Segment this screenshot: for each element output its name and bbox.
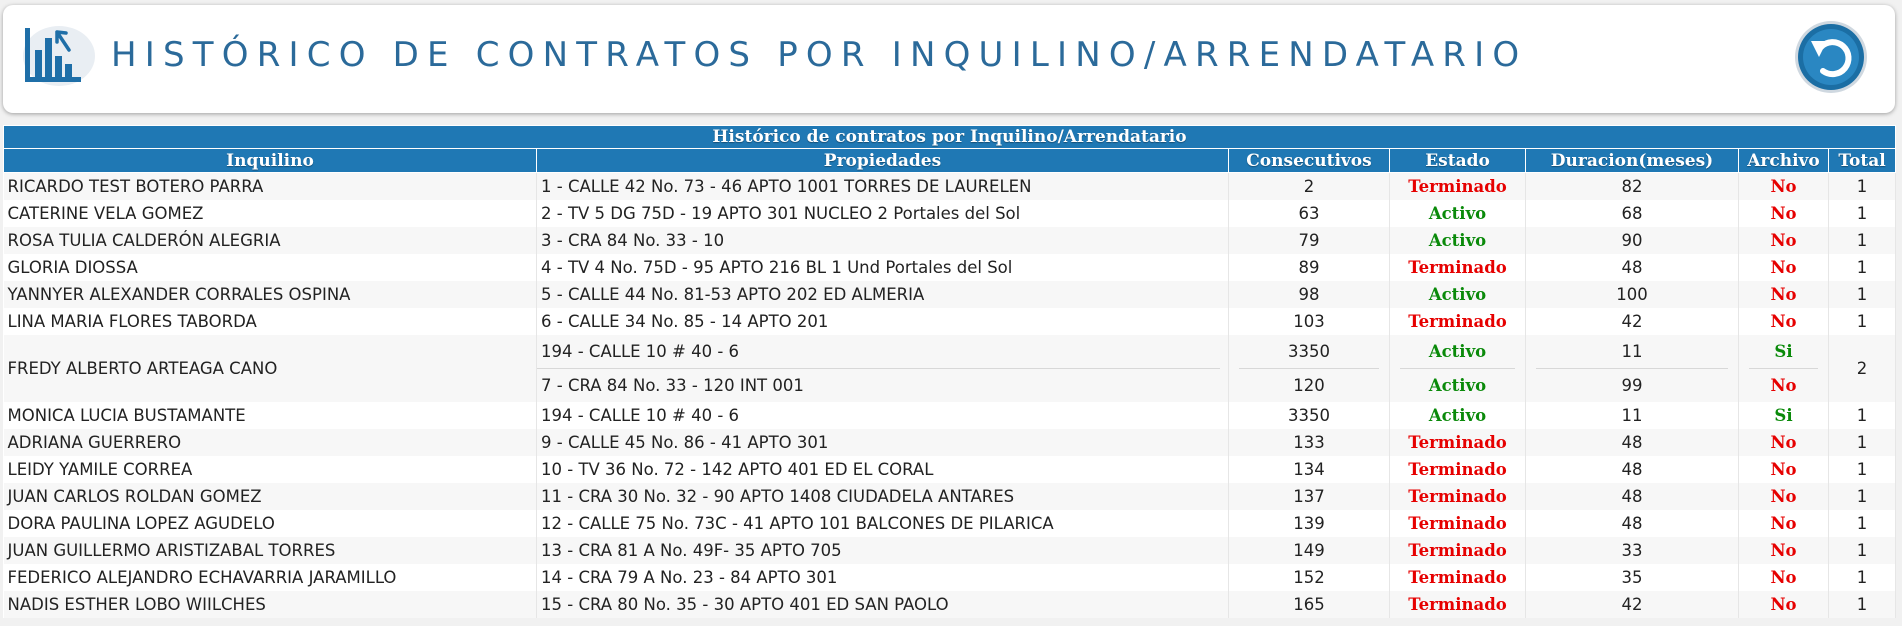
total-cell: 1 [1829,200,1896,227]
duracion-cell: 33 [1526,537,1739,564]
table-body [4,173,1896,619]
duracion-cell: 48 [1526,429,1739,456]
archivo-cell: No [1739,227,1829,254]
consecutivo-cell: 98 [1229,281,1390,308]
duracion-cell: 11 [1526,402,1739,429]
estado-cell-entry: Activo [1428,376,1487,395]
contracts-table [3,125,1896,618]
consecutivo-cell: 149 [1229,537,1390,564]
propiedad-cell: 6 - CALLE 34 No. 85 - 14 APTO 201 [537,308,1229,335]
inquilino-cell: LEIDY YAMILE CORREA [4,456,537,483]
total-cell: 1 [1829,591,1896,618]
estado-cell: Terminado [1390,510,1526,537]
duracion-cell: 48 [1526,510,1739,537]
bar-chart-icon [19,20,95,88]
inquilino-cell: FREDY ALBERTO ARTEAGA CANO [4,335,537,402]
inquilino-cell: YANNYER ALEXANDER CORRALES OSPINA [4,281,537,308]
table-row [4,308,1896,335]
estado-cell: Terminado [1390,483,1526,510]
table-row [4,429,1896,456]
table-caption: Histórico de contratos por Inquilino/Arrendatario [4,126,1896,149]
estado-cell-entry: Activo [1400,335,1515,369]
consecutivo-cell: 133 [1229,429,1390,456]
archivo-cell [1739,335,1829,402]
archivo-cell: No [1739,456,1829,483]
archivo-cell-entry: Si [1749,335,1818,369]
total-cell: 1 [1829,227,1896,254]
propiedad-cell: 12 - CALLE 75 No. 73C - 41 APTO 101 BALCONES DE PILARICA [537,510,1229,537]
propiedad-cell: 4 - TV 4 No. 75D - 95 APTO 216 BL 1 Und Portales del Sol [537,254,1229,281]
consecutivo-cell: 139 [1229,510,1390,537]
propiedad-cell-entry: 7 - CRA 84 No. 33 - 120 INT 001 [541,376,804,395]
duracion-cell-entry: 11 [1536,335,1728,369]
propiedad-cell: 5 - CALLE 44 No. 81-53 APTO 202 ED ALMERIA [537,281,1229,308]
archivo-cell: No [1739,173,1829,201]
total-cell: 1 [1829,254,1896,281]
page-header [3,5,1895,113]
archivo-cell: No [1739,510,1829,537]
total-cell: 1 [1829,564,1896,591]
estado-cell: Terminado [1390,173,1526,201]
archivo-cell: No [1739,281,1829,308]
inquilino-cell: FEDERICO ALEJANDRO ECHAVARRIA JARAMILLO [4,564,537,591]
propiedad-cell: 3 - CRA 84 No. 33 - 10 [537,227,1229,254]
propiedad-cell: 2 - TV 5 DG 75D - 19 APTO 301 NUCLEO 2 Portales del Sol [537,200,1229,227]
table-row [4,173,1896,201]
table-row [4,200,1896,227]
propiedad-cell: 194 - CALLE 10 # 40 - 6 [537,402,1229,429]
consecutivo-cell-entry: 120 [1293,376,1325,395]
propiedad-cell: 11 - CRA 30 No. 32 - 90 APTO 1408 CIUDADELA ANTARES [537,483,1229,510]
table-row [4,227,1896,254]
inquilino-cell: ADRIANA GUERRERO [4,429,537,456]
total-cell: 2 [1829,335,1896,402]
consecutivo-cell-entry: 3350 [1239,335,1379,369]
duracion-cell: 82 [1526,173,1739,201]
total-cell: 1 [1829,429,1896,456]
duracion-cell: 90 [1526,227,1739,254]
inquilino-cell: NADIS ESTHER LOBO WIILCHES [4,591,537,618]
col-header-archivo: Archivo [1739,149,1829,173]
inquilino-cell: RICARDO TEST BOTERO PARRA [4,173,537,201]
table-row [4,510,1896,537]
total-cell: 1 [1829,281,1896,308]
duracion-cell: 48 [1526,483,1739,510]
table-row [4,456,1896,483]
estado-cell: Activo [1390,281,1526,308]
table-header-row [4,149,1896,173]
table-row [4,564,1896,591]
total-cell: 1 [1829,510,1896,537]
duracion-cell: 42 [1526,591,1739,618]
consecutivo-cell: 134 [1229,456,1390,483]
consecutivo-cell: 89 [1229,254,1390,281]
consecutivo-cell: 103 [1229,308,1390,335]
total-cell: 1 [1829,308,1896,335]
estado-cell: Terminado [1390,308,1526,335]
inquilino-cell: DORA PAULINA LOPEZ AGUDELO [4,510,537,537]
consecutivo-cell: 2 [1229,173,1390,201]
consecutivo-cell [1229,335,1390,402]
inquilino-cell: JUAN GUILLERMO ARISTIZABAL TORRES [4,537,537,564]
duracion-cell-entry: 99 [1621,376,1643,395]
estado-cell [1390,335,1526,402]
total-cell: 1 [1829,483,1896,510]
duracion-cell: 68 [1526,200,1739,227]
archivo-cell: Si [1739,402,1829,429]
archivo-cell: No [1739,254,1829,281]
inquilino-cell: JUAN CARLOS ROLDAN GOMEZ [4,483,537,510]
total-cell: 1 [1829,173,1896,201]
estado-cell: Terminado [1390,591,1526,618]
total-cell: 1 [1829,456,1896,483]
propiedad-cell: 9 - CALLE 45 No. 86 - 41 APTO 301 [537,429,1229,456]
consecutivo-cell: 3350 [1229,402,1390,429]
table-row [4,254,1896,281]
propiedad-cell: 1 - CALLE 42 No. 73 - 46 APTO 1001 TORRES DE LAURELEN [537,173,1229,201]
consecutivo-cell: 152 [1229,564,1390,591]
archivo-cell: No [1739,537,1829,564]
total-cell: 1 [1829,402,1896,429]
duracion-cell: 35 [1526,564,1739,591]
estado-cell: Terminado [1390,254,1526,281]
back-arrow-icon[interactable] [1793,19,1869,95]
inquilino-cell: LINA MARIA FLORES TABORDA [4,308,537,335]
estado-cell: Activo [1390,402,1526,429]
contracts-table-container [3,125,1895,618]
estado-cell: Terminado [1390,456,1526,483]
inquilino-cell: MONICA LUCIA BUSTAMANTE [4,402,537,429]
estado-cell: Activo [1390,227,1526,254]
propiedad-cell: 10 - TV 36 No. 72 - 142 APTO 401 ED EL CORAL [537,456,1229,483]
table-row [4,335,1896,402]
archivo-cell: No [1739,308,1829,335]
inquilino-cell: GLORIA DIOSSA [4,254,537,281]
propiedad-cell: 14 - CRA 79 A No. 23 - 84 APTO 301 [537,564,1229,591]
table-row [4,402,1896,429]
propiedad-cell [537,335,1229,402]
duracion-cell: 48 [1526,254,1739,281]
duracion-cell: 42 [1526,308,1739,335]
archivo-cell: No [1739,200,1829,227]
table-row [4,591,1896,618]
col-header-consecutivos: Consecutivos [1229,149,1390,173]
propiedad-cell: 15 - CRA 80 No. 35 - 30 APTO 401 ED SAN PAOLO [537,591,1229,618]
archivo-cell: No [1739,429,1829,456]
col-header-estado: Estado [1390,149,1526,173]
page-title: HISTÓRICO DE CONTRATOS POR INQUILINO/ARRENDATARIO [111,35,1528,75]
estado-cell: Terminado [1390,537,1526,564]
consecutivo-cell: 165 [1229,591,1390,618]
inquilino-cell: CATERINE VELA GOMEZ [4,200,537,227]
propiedad-cell: 13 - CRA 81 A No. 49F- 35 APTO 705 [537,537,1229,564]
duracion-cell: 48 [1526,456,1739,483]
table-row [4,483,1896,510]
consecutivo-cell: 137 [1229,483,1390,510]
archivo-cell: No [1739,591,1829,618]
estado-cell: Activo [1390,200,1526,227]
consecutivo-cell: 63 [1229,200,1390,227]
estado-cell: Terminado [1390,429,1526,456]
archivo-cell-entry: No [1770,376,1797,395]
inquilino-cell: ROSA TULIA CALDERÓN ALEGRIA [4,227,537,254]
table-row [4,537,1896,564]
archivo-cell: No [1739,483,1829,510]
estado-cell: Terminado [1390,564,1526,591]
col-header-total: Total [1829,149,1896,173]
col-header-duracion: Duracion(meses) [1526,149,1739,173]
col-header-propiedades: Propiedades [537,149,1229,173]
archivo-cell: No [1739,564,1829,591]
duracion-cell: 100 [1526,281,1739,308]
table-row [4,281,1896,308]
duracion-cell [1526,335,1739,402]
consecutivo-cell: 79 [1229,227,1390,254]
col-header-inquilino: Inquilino [4,149,537,173]
propiedad-cell-entry: 194 - CALLE 10 # 40 - 6 [537,335,1220,369]
total-cell: 1 [1829,537,1896,564]
